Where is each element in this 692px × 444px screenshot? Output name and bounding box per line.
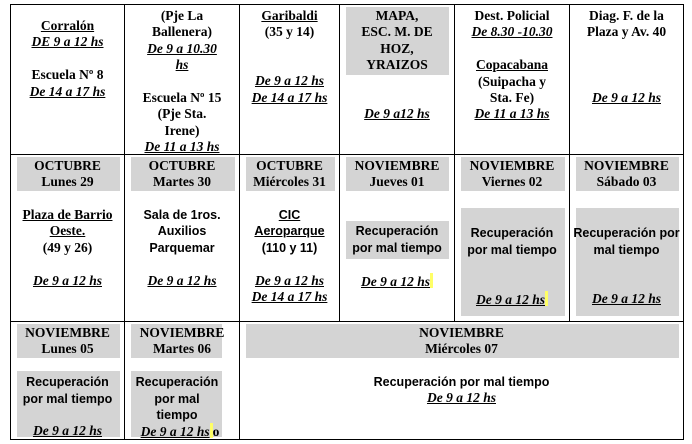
day-label: Miércoles 31 [253, 174, 326, 189]
place-name: Plaza y Av. 40 [586, 24, 667, 39]
place-name: Diag. F. de la [589, 8, 664, 23]
recovery-note: mal tiempo [593, 243, 660, 257]
hours: De 9 a 12 hs [426, 390, 496, 405]
highlight-mark [545, 291, 548, 306]
recovery-note: por mal tiempo [467, 243, 557, 257]
hours: De 14 a 17 hs [29, 84, 106, 99]
day-label: Sábado 03 [596, 174, 657, 189]
cell-miercoles-31 [239, 154, 340, 322]
place-name: Ballenera) [152, 24, 212, 39]
place-name: (35 y 14) [264, 24, 315, 39]
hours: De 8.30 -10.30 [471, 24, 553, 39]
recovery-note: Recuperación [355, 224, 439, 238]
day-label: Martes 06 [152, 341, 212, 356]
place-name: (Pje Sta. [157, 106, 207, 121]
cell-sabado-03 [569, 154, 684, 322]
place-name: Auxilios [157, 224, 207, 238]
day-label: Martes 30 [152, 174, 212, 189]
place-name: Irene) [164, 123, 200, 138]
hours: De 9 a 12 hs [147, 273, 217, 288]
place-name: Oeste. [49, 223, 86, 238]
place-name: (Pje La [160, 8, 204, 23]
hours: DE 9 a 12 hs [31, 34, 104, 49]
day-label: Lunes 29 [41, 174, 94, 189]
cell-dest-policial [454, 4, 570, 155]
cell-martes-06 [124, 321, 240, 440]
place-name: ESC. M. DE [361, 24, 433, 39]
day-label: Viernes 02 [481, 174, 543, 189]
place-name: Plaza de Barrio [22, 207, 113, 222]
day-label: Jueves 01 [369, 174, 425, 189]
cell-ballenera [124, 4, 240, 155]
cell-corralon [10, 4, 125, 155]
place-name: (110 y 11) [261, 241, 318, 255]
place-name: Escuela Nº 15 [142, 90, 222, 105]
hours: De 9 a 12 hs [140, 424, 210, 439]
cell-martes-30 [124, 154, 240, 322]
hours: De 9 a 12 hs [591, 291, 661, 306]
place-name: Corralón [40, 18, 95, 33]
recovery-note: Recuperación por [573, 226, 680, 240]
recovery-note: tiempo [156, 408, 198, 422]
place-name: CIC [278, 208, 301, 222]
place-name: MAPA, [375, 8, 419, 23]
schedule-table [10, 4, 684, 440]
month-label: NOVIEMBRE [469, 158, 555, 173]
hours: De 9 a 12 hs [32, 273, 102, 288]
recovery-note: por mal [154, 392, 200, 406]
place-name: HOZ, [380, 41, 414, 56]
hours: De 9 a 12 hs [254, 73, 324, 88]
recovery-note: por mal tiempo [22, 392, 113, 406]
cell-garibaldi [239, 4, 340, 155]
hours: De 9 a 12 hs [475, 292, 545, 307]
place-name: Escuela Nº 8 [31, 67, 104, 82]
place-name: Garibaldi [261, 8, 318, 23]
hours: De 14 a 17 hs [251, 289, 328, 304]
cell-mapa [339, 4, 455, 155]
hours-suffix: o [212, 424, 220, 439]
month-label: OCTUBRE [34, 158, 101, 173]
hours: De 9 a 12 hs [32, 423, 102, 438]
recovery-note: Recuperación [470, 226, 554, 240]
hours: De 9 a 12 hs [591, 90, 661, 105]
hours: De 11 a 13 hs [474, 106, 550, 121]
recovery-note: por mal tiempo [352, 241, 442, 255]
hours: De 9 a 12 hs [360, 274, 430, 289]
place-name: (Suipacha y [478, 74, 546, 89]
cell-lunes-05 [10, 321, 125, 440]
month-label: NOVIEMBRE [584, 158, 669, 173]
day-label: Lunes 05 [41, 341, 94, 356]
place-name: Parquemar [149, 241, 215, 255]
day-label: Miércoles 07 [425, 341, 498, 356]
place-name: Aeroparque [254, 224, 325, 238]
hours: De 11 a 13 hs [144, 139, 220, 154]
recovery-note: Recuperación [135, 375, 219, 389]
hours-line [125, 423, 235, 441]
highlight-mark [430, 273, 433, 288]
month-label: NOVIEMBRE [139, 325, 225, 340]
hours: De 9 a12 hs [364, 106, 430, 121]
recovery-note: Recuperación [26, 375, 109, 389]
cell-diag-f [569, 4, 684, 155]
hours-line [340, 273, 454, 291]
month-label: NOVIEMBRE [419, 325, 504, 340]
month-label: NOVIEMBRE [25, 325, 110, 340]
place-name: Sta. Fe) [489, 90, 535, 105]
month-label: NOVIEMBRE [354, 158, 440, 173]
cell-miercoles-07 [239, 321, 684, 440]
place-name: Copacabana [475, 57, 548, 72]
recovery-note: Recuperación por mal tiempo [373, 375, 550, 389]
cell-lunes-29 [10, 154, 125, 322]
hours: hs [175, 57, 189, 72]
cell-viernes-02 [454, 154, 570, 322]
hours: De 9 a 10.30 [147, 41, 217, 56]
place-name: (49 y 26) [42, 240, 93, 255]
month-label: OCTUBRE [256, 158, 323, 173]
place-name: Dest. Policial [474, 8, 550, 23]
month-label: OCTUBRE [148, 158, 216, 173]
hours: De 14 a 17 hs [251, 90, 328, 105]
place-name: Sala de 1ros. [143, 208, 221, 222]
cell-jueves-01 [339, 154, 455, 322]
hours-line [455, 291, 569, 309]
place-name: YRAIZOS [366, 57, 428, 72]
hours: De 9 a 12 hs [254, 273, 324, 288]
